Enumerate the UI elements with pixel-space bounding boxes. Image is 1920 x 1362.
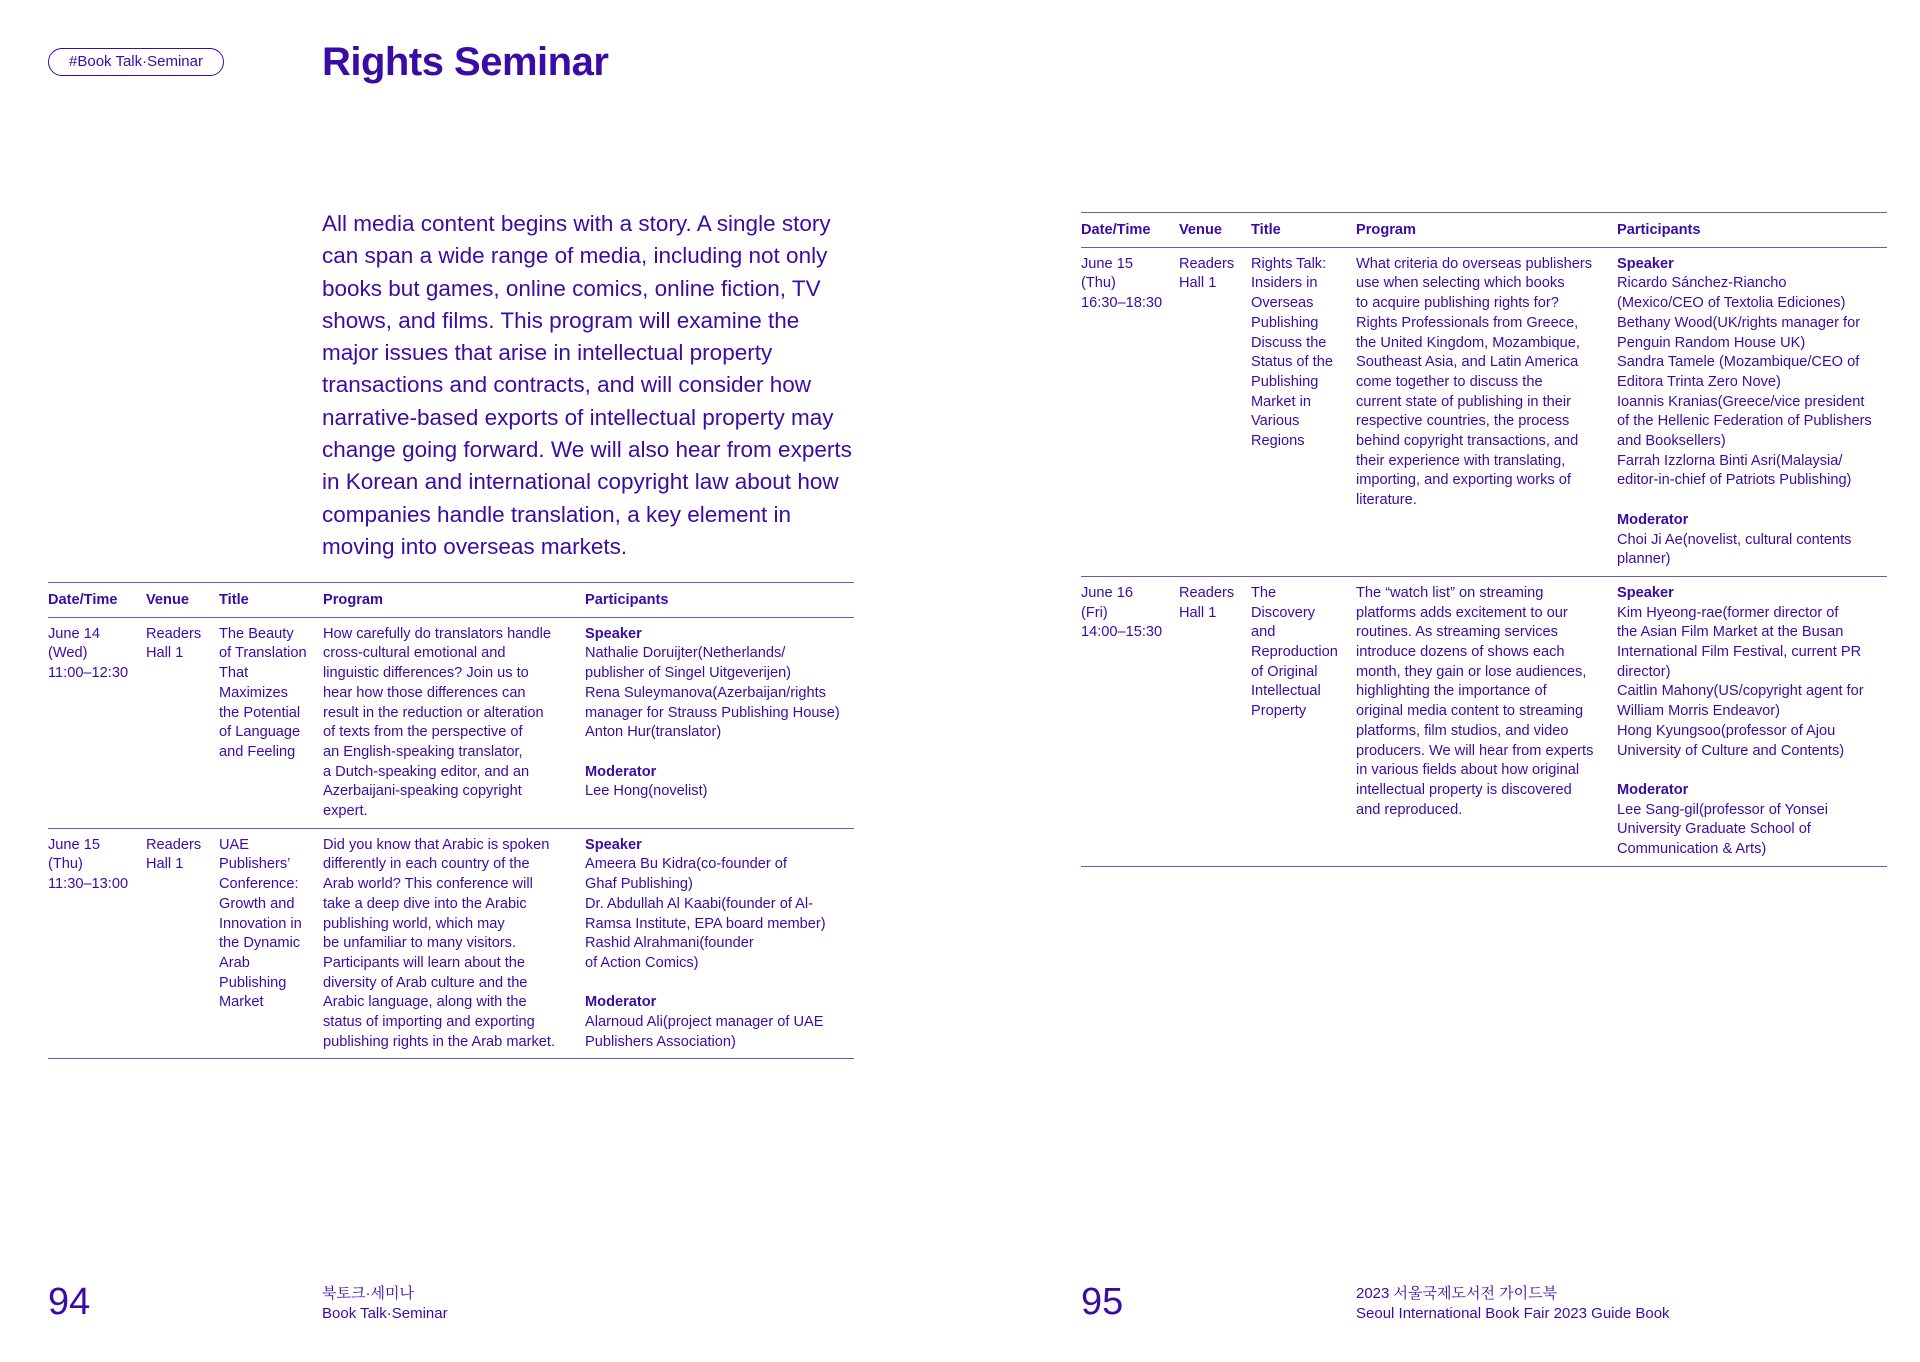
speaker-line: (Mexico/CEO of Textolia Ediciones) <box>1617 295 1846 312</box>
title-cell <box>1251 576 1356 866</box>
schedule-table-right <box>1081 212 1887 867</box>
program-line: The “watch list” on streaming <box>1356 584 1544 601</box>
venue-cell <box>146 828 219 1059</box>
program-line: and reproduced. <box>1356 801 1463 818</box>
program-line: current state of publishing in their <box>1356 393 1571 410</box>
program-line: highlighting the importance of <box>1356 683 1547 700</box>
title-line: of Language <box>219 724 301 741</box>
venue-line: Readers <box>1179 255 1235 272</box>
header-program: Program <box>323 583 585 618</box>
speaker-line: Dr. Abdullah Al Kaabi(founder of Al- <box>585 895 813 912</box>
speaker-line: International Film Festival, current PR <box>1617 644 1862 661</box>
program-line: platforms adds excitement to our <box>1356 604 1568 621</box>
title-line: Discovery <box>1251 604 1316 621</box>
venue-cell <box>1179 247 1251 576</box>
program-line: expert. <box>323 803 368 820</box>
page-number-left: 94 <box>48 1281 91 1323</box>
title-line: Maximizes <box>219 684 288 701</box>
date-cell <box>1081 576 1179 866</box>
title-line: Insiders in <box>1251 275 1318 292</box>
title-line: Publishing <box>219 974 287 991</box>
speaker-line: Ramsa Institute, EPA board member) <box>585 915 826 932</box>
moderator-line: Communication & Arts) <box>1617 841 1767 858</box>
venue-cell <box>1179 576 1251 866</box>
table-header-row <box>48 583 854 618</box>
speaker-line: Ghaf Publishing) <box>585 876 693 893</box>
program-cell <box>1356 576 1617 866</box>
title-line: the Dynamic <box>219 935 301 952</box>
speaker-line: Editora Trinta Zero Nove) <box>1617 373 1781 390</box>
program-line: introduce dozens of shows each <box>1356 644 1565 661</box>
venue-line: Readers <box>146 625 202 642</box>
intro-paragraph: All media content begins with a story. A single story can span a wide range of media, including not only books but games, online comics, online fiction, TV shows, and films. This program will examine the major issues that arise in intellectual property transactions and contracts, and will consider how narrative-based exports of intellectual property may change going forward. We will also hear from experts in Korean and international copyright law about how companies handle translation, a key element in moving into overseas markets. <box>322 211 852 559</box>
program-line: their experience with translating, <box>1356 452 1566 469</box>
footer-english: Book Talk·Seminar <box>322 1305 448 1322</box>
program-line: Southeast Asia, and Latin America <box>1356 354 1579 371</box>
table-header-row <box>1081 213 1887 248</box>
moderator-line: Alarnoud Ali(project manager of UAE <box>585 1014 824 1031</box>
title-line: Publishing <box>1251 373 1319 390</box>
section-tag: #Book Talk·Seminar <box>48 48 224 76</box>
title-line: Regions <box>1251 433 1305 450</box>
speaker-line: Rena Suleymanova(Azerbaijan/rights <box>585 684 826 701</box>
program-line: take a deep dive into the Arabic <box>323 895 527 912</box>
speaker-line: and Booksellers) <box>1617 433 1726 450</box>
program-line: the United Kingdom, Mozambique, <box>1356 334 1580 351</box>
venue-line: Hall 1 <box>146 645 184 662</box>
program-line: producers. We will hear from experts <box>1356 742 1594 759</box>
program-line: behind copyright transactions, and <box>1356 433 1579 450</box>
date-cell <box>1081 247 1179 576</box>
speaker-line: Ioannis Kranias(Greece/vice president <box>1617 393 1865 410</box>
speaker-line: Sandra Tamele (Mozambique/CEO of <box>1617 354 1860 371</box>
moderator-line: Lee Hong(novelist) <box>585 783 708 800</box>
program-line: publishing world, which may <box>323 915 505 932</box>
speaker-line: Anton Hur(translator) <box>585 724 722 741</box>
program-cell <box>323 617 585 828</box>
footer-left <box>322 1284 448 1324</box>
participants-cell <box>585 617 854 828</box>
speaker-line: Rashid Alrahmani(founder <box>585 935 754 952</box>
title-line: Publishing <box>1251 314 1319 331</box>
date-line: June 14 <box>48 625 100 642</box>
program-line: hear how those differences can <box>323 684 526 701</box>
program-line: What criteria do overseas publishers <box>1356 255 1593 272</box>
moderator-label: Moderator <box>1617 781 1689 798</box>
venue-cell <box>146 617 219 828</box>
date-line: June 15 <box>1081 255 1133 272</box>
participants-cell <box>1617 247 1887 576</box>
page-title: Rights Seminar <box>322 40 609 84</box>
date-line: 11:30–13:00 <box>48 876 129 893</box>
title-cell <box>1251 247 1356 576</box>
header-venue: Venue <box>1179 213 1251 248</box>
title-line: Reproduction <box>1251 644 1338 661</box>
footer-right <box>1356 1284 1670 1324</box>
program-line: an English-speaking translator, <box>323 743 523 760</box>
speaker-line: manager for Strauss Publishing House) <box>585 704 840 721</box>
date-line: (Thu) <box>1081 275 1116 292</box>
program-line: cross-cultural emotional and <box>323 645 506 662</box>
speaker-line: Nathalie Doruijter(Netherlands/ <box>585 645 786 662</box>
title-line: The <box>1251 584 1277 601</box>
title-line: Market <box>219 994 264 1011</box>
date-line: 14:00–15:30 <box>1081 624 1163 641</box>
venue-line: Hall 1 <box>146 856 184 873</box>
title-line: and <box>1251 624 1276 641</box>
date-line: (Wed) <box>48 645 88 662</box>
speaker-line: William Morris Endeavor) <box>1617 703 1780 720</box>
title-line: of Original <box>1251 663 1318 680</box>
participants-cell <box>585 828 854 1059</box>
footer-korean: 2023 서울국제도서전 가이드북 <box>1356 1285 1558 1302</box>
program-cell <box>323 828 585 1059</box>
title-line: Innovation in <box>219 915 302 932</box>
speaker-line: of Action Comics) <box>585 954 699 971</box>
title-line: That <box>219 665 249 682</box>
speaker-line: Bethany Wood(UK/rights manager for <box>1617 314 1861 331</box>
table-row <box>48 828 854 1059</box>
speaker-label: Speaker <box>585 625 642 642</box>
title-line: Intellectual <box>1251 683 1321 700</box>
program-line: Rights Professionals from Greece, <box>1356 314 1579 331</box>
spacer <box>1617 761 1879 781</box>
footer-korean: 북토크·세미나 <box>322 1285 414 1302</box>
program-line: be unfamiliar to many visitors. <box>323 935 517 952</box>
program-line: linguistic differences? Join us to <box>323 665 529 682</box>
title-line: Status of the <box>1251 354 1333 371</box>
speaker-line: the Asian Film Market at the Busan <box>1617 624 1844 641</box>
program-line: Participants will learn about the <box>323 954 525 971</box>
header-venue: Venue <box>146 583 219 618</box>
title-line: Property <box>1251 703 1307 720</box>
moderator-label: Moderator <box>1617 511 1689 528</box>
header-date: Date/Time <box>48 583 146 618</box>
speaker-line: Ameera Bu Kidra(co-founder of <box>585 856 787 873</box>
title-line: Publishers’ <box>219 856 291 873</box>
date-line: 16:30–18:30 <box>1081 295 1163 312</box>
table-row <box>1081 576 1887 866</box>
program-line: intellectual property is discovered <box>1356 781 1572 798</box>
speaker-line: Hong Kyungsoo(professor of Ajou <box>1617 722 1836 739</box>
spacer <box>1617 491 1879 511</box>
date-line: June 15 <box>48 836 100 853</box>
speaker-line: editor-in-chief of Patriots Publishing) <box>1617 472 1852 489</box>
title-line: The Beauty <box>219 625 294 642</box>
header-participants: Participants <box>585 583 854 618</box>
program-line: original media content to streaming <box>1356 703 1584 720</box>
program-line: a Dutch-speaking editor, and an <box>323 763 530 780</box>
moderator-line: University Graduate School of <box>1617 821 1811 838</box>
title-line: Rights Talk: <box>1251 255 1327 272</box>
speaker-line: Ricardo Sánchez-Riancho <box>1617 275 1787 292</box>
date-line: (Fri) <box>1081 604 1108 621</box>
venue-line: Hall 1 <box>1179 275 1217 292</box>
program-line: Did you know that Arabic is spoken <box>323 836 550 853</box>
title-line: UAE <box>219 836 250 853</box>
title-line: Conference: <box>219 876 299 893</box>
speaker-line: Caitlin Mahony(US/copyright agent for <box>1617 683 1864 700</box>
date-line: 11:00–12:30 <box>48 665 129 682</box>
program-cell <box>1356 247 1617 576</box>
schedule-table-left <box>48 582 854 1059</box>
program-line: use when selecting which books <box>1356 275 1565 292</box>
program-line: importing, and exporting works of <box>1356 472 1571 489</box>
title-line: and Feeling <box>219 743 296 760</box>
speaker-line: Penguin Random House UK) <box>1617 334 1806 351</box>
header-program: Program <box>1356 213 1617 248</box>
program-line: publishing rights in the Arab market. <box>323 1033 556 1050</box>
title-cell <box>219 617 323 828</box>
program-line: Arabic language, along with the <box>323 994 527 1011</box>
page-number-right: 95 <box>1081 1281 1124 1323</box>
spacer <box>585 743 846 763</box>
program-line: come together to discuss the <box>1356 373 1543 390</box>
header-title: Title <box>219 583 323 618</box>
header-title: Title <box>1251 213 1356 248</box>
speaker-line: Farrah Izzlorna Binti Asri(Malaysia/ <box>1617 452 1843 469</box>
speaker-line: publisher of Singel Uitgeverijen) <box>585 665 792 682</box>
program-line: Azerbaijani-speaking copyright <box>323 783 522 800</box>
program-line: result in the reduction or alteration <box>323 704 544 721</box>
speaker-line: Kim Hyeong-rae(former director of <box>1617 604 1839 621</box>
program-line: platforms, film studios, and video <box>1356 722 1569 739</box>
moderator-label: Moderator <box>585 763 657 780</box>
date-line: (Thu) <box>48 856 83 873</box>
moderator-line: Publishers Association) <box>585 1033 736 1050</box>
program-line: in various fields about how original <box>1356 762 1580 779</box>
program-line: differently in each country of the <box>323 856 530 873</box>
header-participants: Participants <box>1617 213 1887 248</box>
participants-cell <box>1617 576 1887 866</box>
speaker-label: Speaker <box>585 836 642 853</box>
footer-english: Seoul International Book Fair 2023 Guide Book <box>1356 1305 1670 1322</box>
venue-line: Readers <box>1179 584 1235 601</box>
venue-line: Hall 1 <box>1179 604 1217 621</box>
venue-line: Readers <box>146 836 202 853</box>
title-line: Growth and <box>219 895 295 912</box>
program-line: literature. <box>1356 492 1417 509</box>
program-line: routines. As streaming services <box>1356 624 1558 641</box>
title-cell <box>219 828 323 1059</box>
table-row <box>48 617 854 828</box>
table-row <box>1081 247 1887 576</box>
program-line: status of importing and exporting <box>323 1014 535 1031</box>
moderator-label: Moderator <box>585 994 657 1011</box>
moderator-line: Choi Ji Ae(novelist, cultural contents <box>1617 531 1852 548</box>
title-line: Overseas <box>1251 295 1314 312</box>
program-line: Arab world? This conference will <box>323 876 533 893</box>
speaker-label: Speaker <box>1617 584 1674 601</box>
header-date: Date/Time <box>1081 213 1179 248</box>
moderator-line: planner) <box>1617 551 1671 568</box>
speaker-line: director) <box>1617 663 1671 680</box>
program-line: of texts from the perspective of <box>323 724 523 741</box>
date-cell <box>48 617 146 828</box>
title-line: Market in <box>1251 393 1312 410</box>
date-cell <box>48 828 146 1059</box>
program-line: to acquire publishing rights for? <box>1356 295 1559 312</box>
title-line: Discuss the <box>1251 334 1327 351</box>
program-line: diversity of Arab culture and the <box>323 974 528 991</box>
program-line: month, they gain or lose audiences, <box>1356 663 1587 680</box>
title-line: the Potential <box>219 704 301 721</box>
speaker-line: of the Hellenic Federation of Publishers <box>1617 413 1872 430</box>
title-line: of Translation <box>219 645 307 662</box>
speaker-line: University of Culture and Contents) <box>1617 742 1845 759</box>
date-line: June 16 <box>1081 584 1133 601</box>
title-line: Arab <box>219 954 250 971</box>
program-line: respective countries, the process <box>1356 413 1570 430</box>
speaker-label: Speaker <box>1617 255 1674 272</box>
title-line: Various <box>1251 413 1300 430</box>
moderator-line: Lee Sang-gil(professor of Yonsei <box>1617 801 1828 818</box>
program-line: How carefully do translators handle <box>323 625 551 642</box>
spacer <box>585 974 846 994</box>
